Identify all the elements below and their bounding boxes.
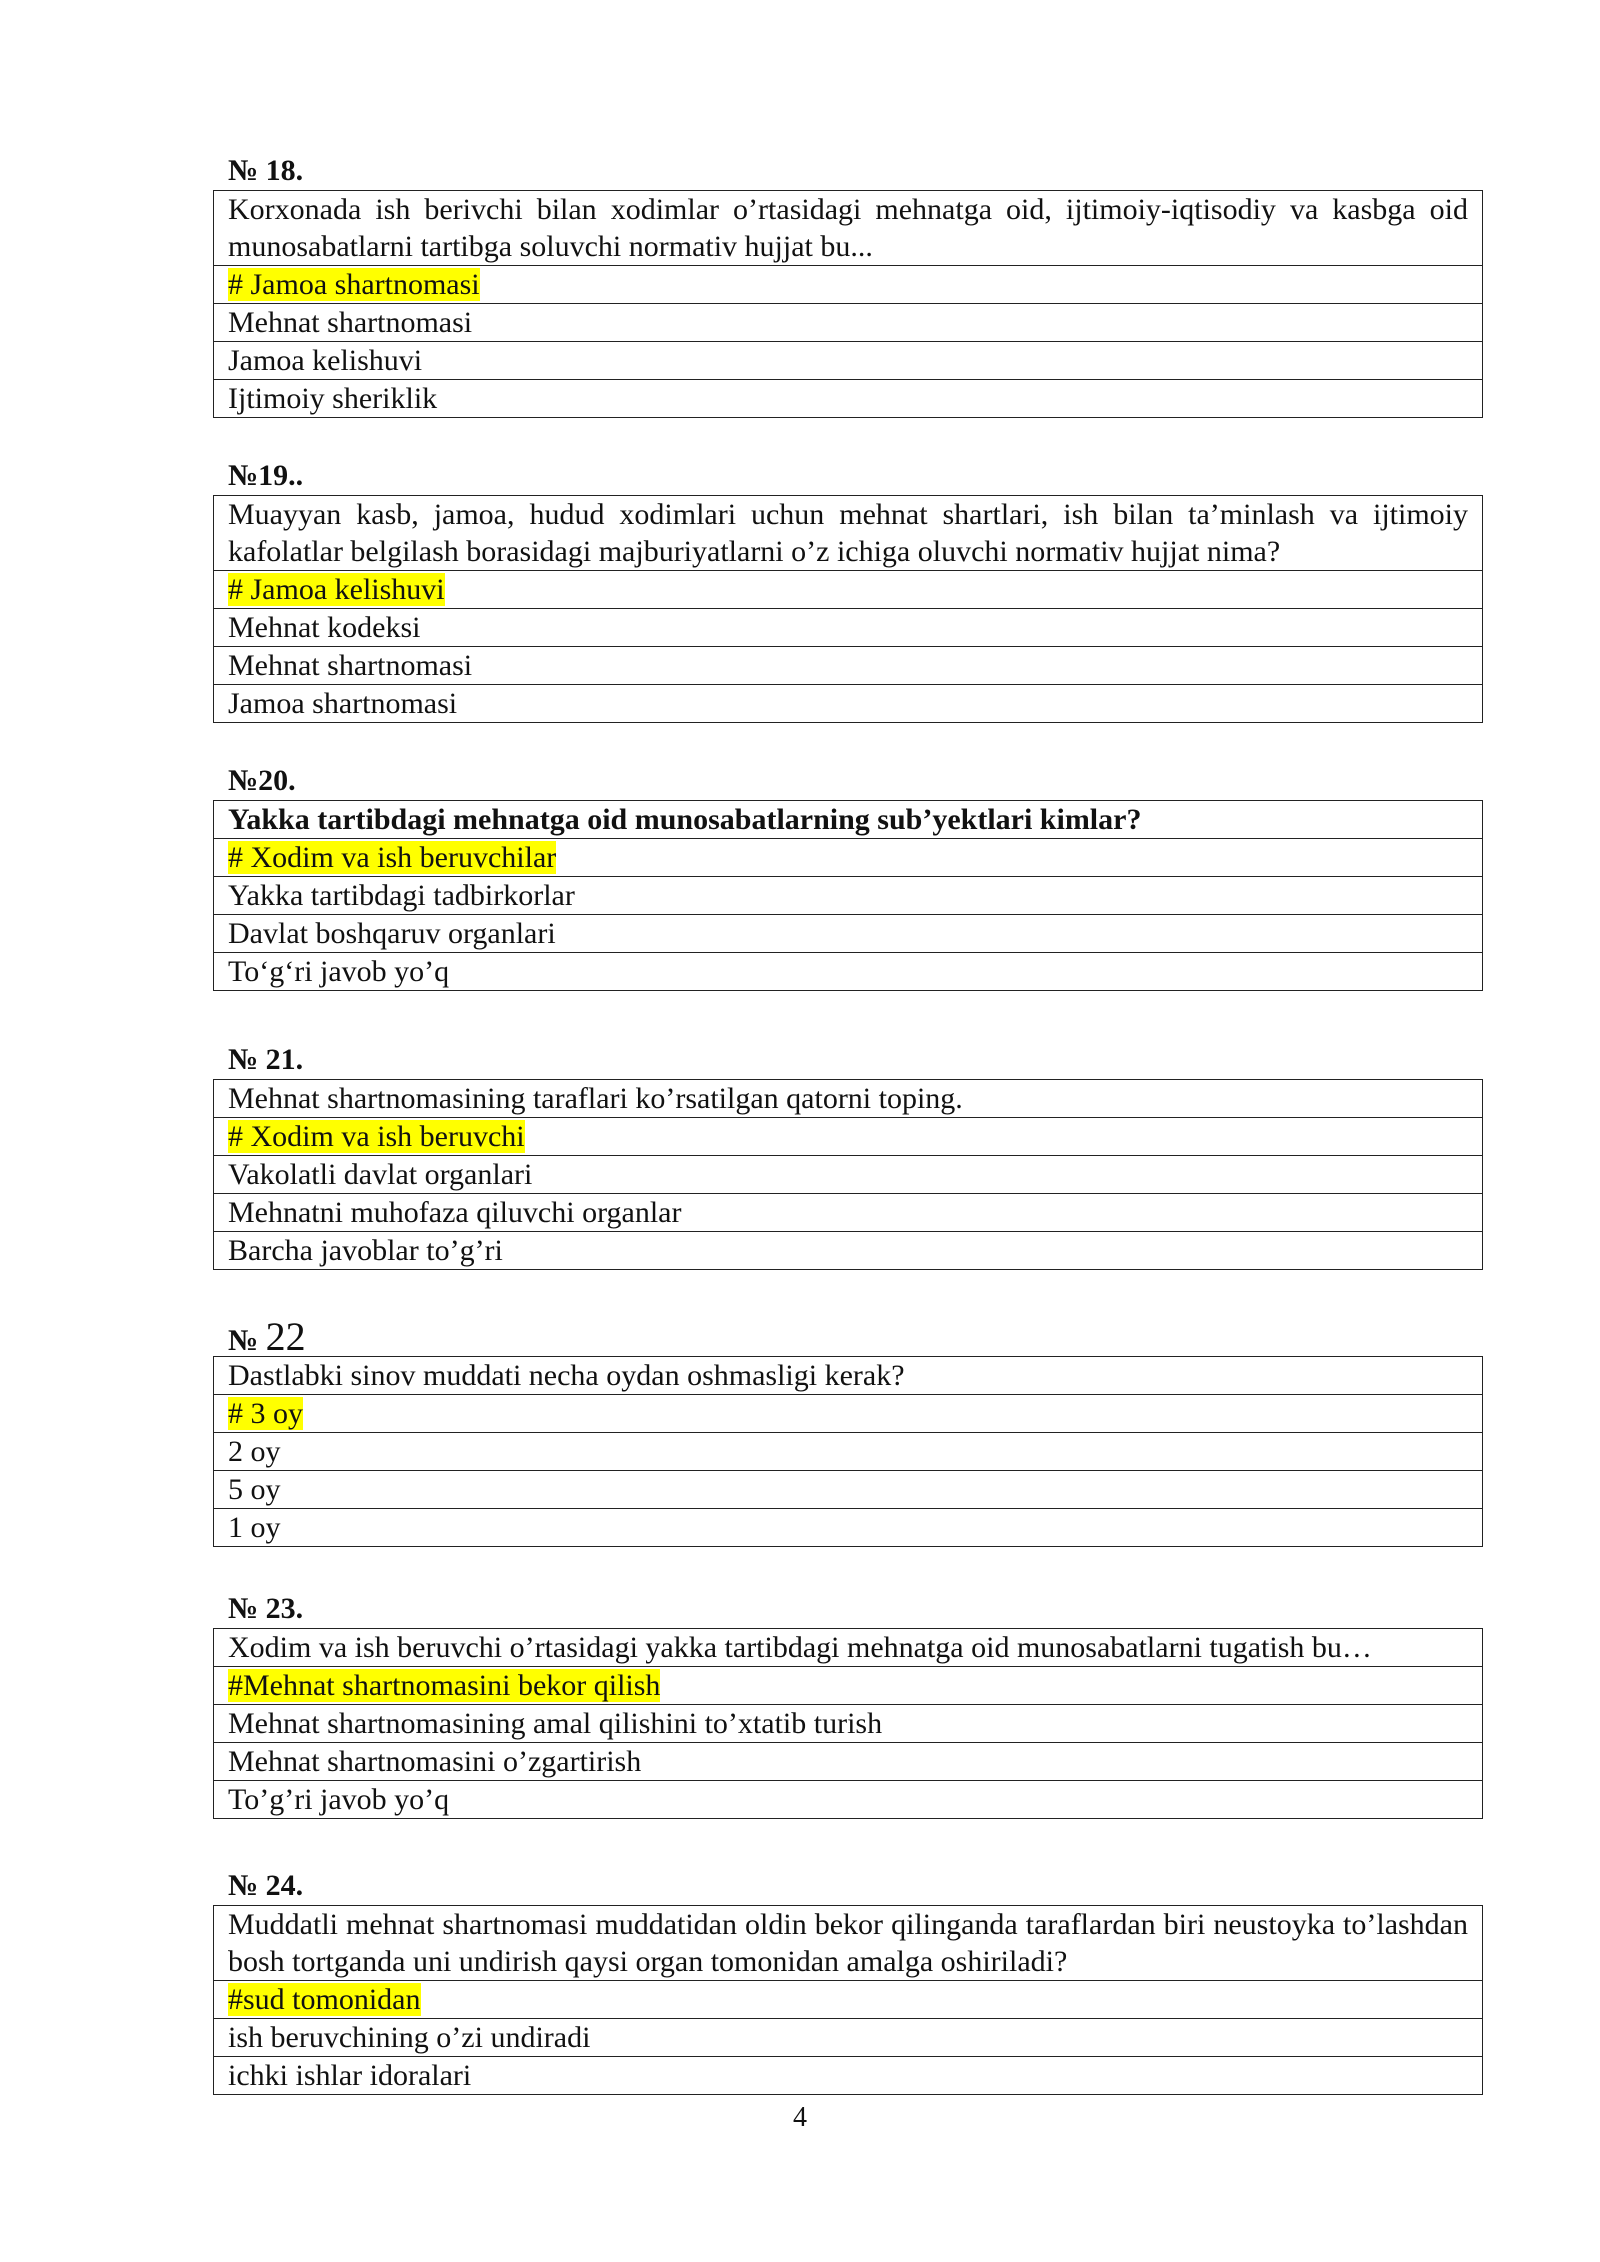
correct-answer-highlight: # Jamoa shartnomasi: [228, 268, 480, 301]
question-text: Muayyan kasb, jamoa, hudud xodimlari uchun mehnat shartlari, ish bilan ta’minlash va ijtimoiy kafolatlar belgilash borasidagi majburiyatlarni o’z ichiga oluvchi normativ hujjat nima?: [214, 496, 1483, 571]
question-number: №20.: [228, 764, 296, 797]
question-table: [213, 800, 1483, 991]
question-text: Xodim va ish beruvchi o’rtasidagi yakka tartibdagi mehnatga oid munosabatlarni tugatish bu…: [214, 1629, 1483, 1667]
answer-option-correct: [214, 1981, 1483, 2019]
question-block-19: [213, 457, 1483, 723]
question-text: Mehnat shartnomasining taraflari ko’rsatilgan qatorni toping.: [214, 1080, 1483, 1118]
answer-option: Mehnat kodeksi: [214, 609, 1483, 647]
answer-option-correct: [214, 571, 1483, 609]
answer-option-correct: [214, 1395, 1483, 1433]
answer-option: Mehnat shartnomasi: [214, 304, 1483, 342]
question-text: Korxonada ish berivchi bilan xodimlar o’rtasidagi mehnatga oid, ijtimoiy-iqtisodiy va kasbga oid munosabatlarni tartibga soluvchi normativ hujjat bu...: [214, 191, 1483, 266]
question-block-24: [213, 1867, 1483, 2095]
answer-option: ish beruvchining o’zi undiradi: [214, 2019, 1483, 2057]
correct-answer-highlight: # 3 oy: [228, 1397, 303, 1430]
answer-option: Mehnat shartnomasining amal qilishini to’xtatib turish: [214, 1705, 1483, 1743]
answer-option: Barcha javoblar to’g’ri: [214, 1232, 1483, 1270]
answer-option: Mehnat shartnomasini o’zgartirish: [214, 1743, 1483, 1781]
question-table: [213, 495, 1483, 723]
correct-answer-highlight: #Mehnat shartnomasini bekor qilish: [228, 1669, 661, 1702]
question-table: [213, 1079, 1483, 1270]
answer-option: Mehnat shartnomasi: [214, 647, 1483, 685]
answer-option: 2 oy: [214, 1433, 1483, 1471]
answer-option-correct: [214, 1118, 1483, 1156]
answer-option: Davlat boshqaruv organlari: [214, 915, 1483, 953]
question-number: №19..: [228, 459, 304, 492]
answer-option: Jamoa shartnomasi: [214, 685, 1483, 723]
answer-option: Yakka tartibdagi tadbirkorlar: [214, 877, 1483, 915]
answer-option: 5 oy: [214, 1471, 1483, 1509]
question-block-18: [213, 152, 1483, 418]
question-table: [213, 190, 1483, 418]
answer-option-correct: [214, 839, 1483, 877]
question-number-value: 22: [265, 1314, 306, 1359]
question-block-20: [213, 762, 1483, 991]
answer-option-correct: [214, 1667, 1483, 1705]
question-text: Yakka tartibdagi mehnatga oid munosabatlarning sub’yektlari kimlar?: [214, 801, 1483, 839]
question-number: № 24.: [228, 1869, 304, 1902]
answer-option: To’g’ri javob yo’q: [214, 1781, 1483, 1819]
answer-option: ichki ishlar idoralari: [214, 2057, 1483, 2095]
question-number-prefix: №: [228, 1324, 259, 1357]
question-block-22: [213, 1314, 1483, 1547]
question-text: Muddatli mehnat shartnomasi muddatidan oldin bekor qilinganda taraflardan biri neustoyka to’lashdan bosh tortganda uni undirish qaysi organ tomonidan amalga oshiriladi?: [214, 1906, 1483, 1981]
question-table: [213, 1905, 1483, 2095]
answer-option: Ijtimoiy sheriklik: [214, 380, 1483, 418]
answer-option: Vakolatli davlat organlari: [214, 1156, 1483, 1194]
question-table: [213, 1356, 1483, 1547]
answer-option: 1 oy: [214, 1509, 1483, 1547]
question-block-21: [213, 1041, 1483, 1270]
question-number: [213, 1314, 1483, 1359]
question-text: Dastlabki sinov muddati necha oydan oshmasligi kerak?: [214, 1357, 1483, 1395]
answer-option-correct: [214, 266, 1483, 304]
page-number: 4: [793, 2102, 807, 2133]
question-table: [213, 1628, 1483, 1819]
answer-option: Jamoa kelishuvi: [214, 342, 1483, 380]
question-number: № 21.: [228, 1043, 304, 1076]
correct-answer-highlight: # Jamoa kelishuvi: [228, 573, 445, 606]
question-number: № 18.: [228, 154, 304, 187]
question-number: № 23.: [228, 1592, 304, 1625]
answer-option: Mehnatni muhofaza qiluvchi organlar: [214, 1194, 1483, 1232]
correct-answer-highlight: # Xodim va ish beruvchi: [228, 1120, 525, 1153]
answer-option: To‘g‘ri javob yo’q: [214, 953, 1483, 991]
correct-answer-highlight: #sud tomonidan: [228, 1983, 421, 2016]
correct-answer-highlight: # Xodim va ish beruvchilar: [228, 841, 557, 874]
question-block-23: [213, 1590, 1483, 1819]
